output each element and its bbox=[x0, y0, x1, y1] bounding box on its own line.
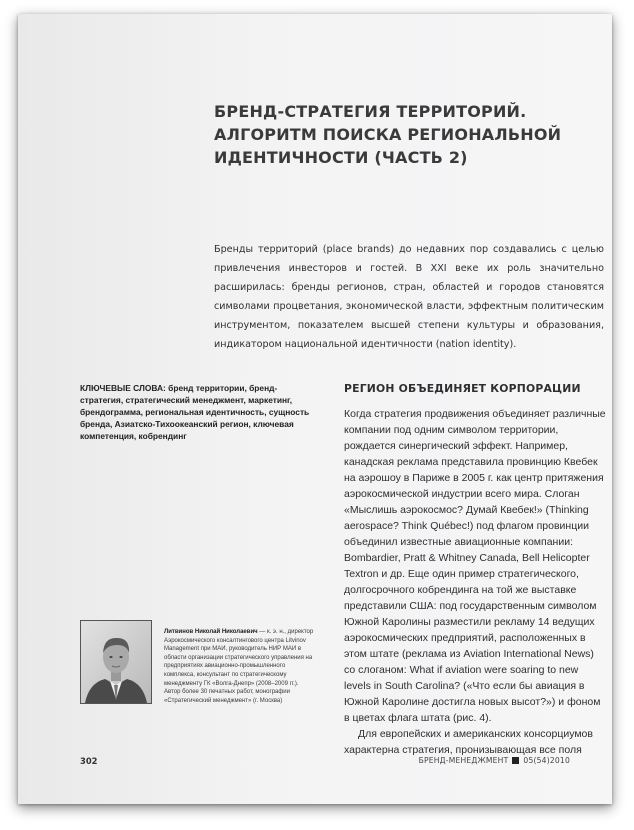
author-portrait bbox=[80, 620, 152, 704]
author-bio bbox=[164, 628, 316, 705]
body-paragraph: Для европейских и американских консорциумов характерна стратегия, пронизывающая все поля bbox=[344, 728, 593, 756]
author-photo bbox=[81, 621, 151, 703]
author-bio-text: — к. э. н., директор Аэрокосмического консалтингового центра Litvinov Management при МАИ, руководитель НИР МАИ в области организации стратегического управления на предприятиях авиационно-промышленного комплекса, консультант по стратегическому менеджменту ГК «Волга-Днепр» (2008–2009 гг.). Автор более 30 печатных работ, монографии «Стратегический менеджмент» (г. Москва) bbox=[164, 629, 314, 704]
keywords-block: КЛЮЧЕВЫЕ СЛОВА: бренд территории, бренд-стратегия, стратегический менеджмент, маркетинг, брендограмма, региональная идентичность, сущность бренда, Азиатско-Тихоокеанский регион, ключевая компетенция, кобрендинг bbox=[80, 383, 310, 441]
footer-journal bbox=[419, 756, 570, 765]
article-title: БРЕНД-СТРАТЕГИЯ ТЕРРИТОРИЙ. АЛГОРИТМ ПОИСКА РЕГИОНАЛЬНОЙ ИДЕНТИЧНОСТИ (ЧАСТЬ 2) bbox=[214, 102, 562, 167]
square-bullet-icon bbox=[512, 757, 519, 764]
article-body bbox=[344, 406, 608, 758]
body-paragraph: Когда стратегия продвижения объединяет различные компании под одним символом территории, рождается синергический эффект. Например, канадская реклама представила провинцию Квебек на аэрошоу в Париже в 2005 г. как центр притяжения аэрокосмической индустрии всего мира. Слоган «Мыслишь аэрокосмос? Думай Квебек!» (Thinking aerospace? Think Québec!) под флагом провинции объединил известные авиационные компании: Bombardier, Pratt & Whitney Canada, Bell Helicopter Textron и др. Еще один пример стратегического, долгосрочного кобрендинга на той же выставке представили США: под государственным символом Южной Каролины разместили рекламу 14 ведущих аэрокосмических предприятий, расположенных в этом штате (реклама из Aviation International News) со слоганом: What if aviation were soaring to new levels in South Carolina? («Что если бы авиация в Южной Каролине достигла новых высот?») и фоном в цветах флага штата (рис. 4). bbox=[344, 408, 606, 724]
article-lead: Бренды территорий (place brands) до недавних пор создавались с целью привлечения инвесторов и гостей. В XXI веке их роль значительно расширилась: бренды регионов, стран, областей и городов становятся символами процветания, экономической власти, эффектным политическим инструментом, показателем высшей степени культуры и образования, индикатором национальной идентичности (nation identity). bbox=[214, 244, 604, 350]
journal-page bbox=[18, 14, 612, 804]
author-name: Литвинов Николай Николаевич bbox=[164, 629, 258, 635]
page-number: 302 bbox=[80, 756, 98, 766]
journal-name: БРЕНД-МЕНЕДЖМЕНТ bbox=[418, 756, 509, 765]
issue-number: 05(54)2010 bbox=[523, 756, 570, 765]
section-heading: РЕГИОН ОБЪЕДИНЯЕТ КОРПОРАЦИИ bbox=[344, 382, 581, 395]
